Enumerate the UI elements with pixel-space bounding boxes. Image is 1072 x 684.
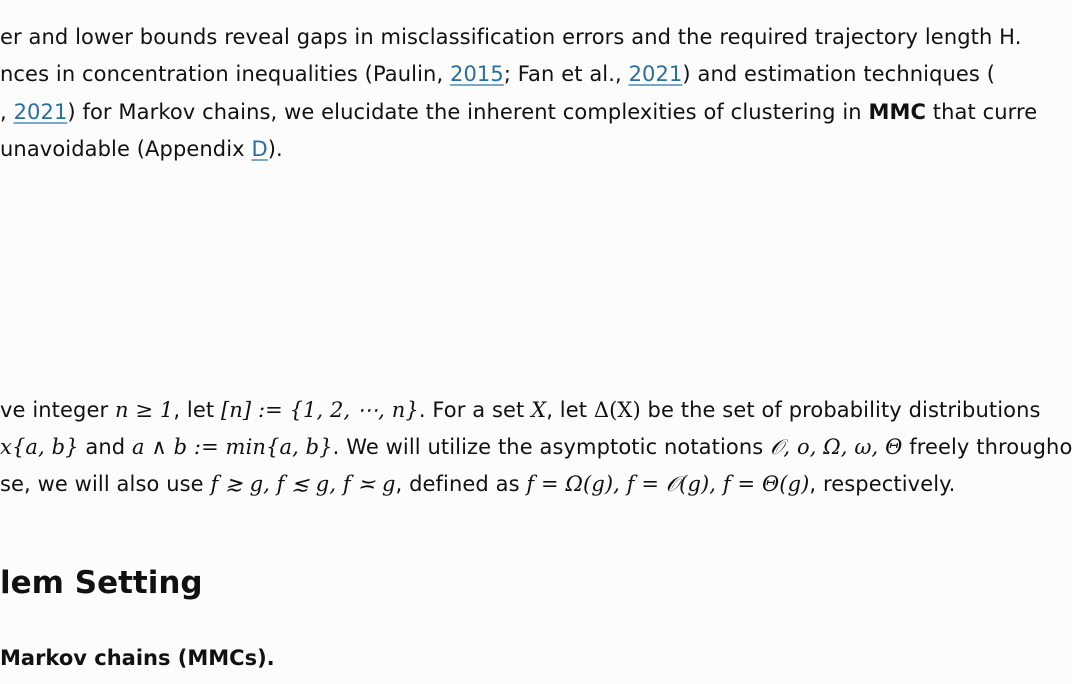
section-heading: lem Setting — [0, 565, 203, 601]
math-set-n: [n] := {1, 2, ⋯, n} — [220, 398, 419, 422]
paragraph2-line1 — [0, 397, 1041, 423]
paragraph2-line1-text-c: . For a set — [418, 398, 532, 422]
math-min-ab: a ∧ b := min{a, b} — [131, 435, 333, 459]
citation-paulin-2015[interactable]: 2015 — [450, 62, 504, 86]
paragraph1-line2-text-a: nces in concentration inequalities (Paulin, — [0, 62, 450, 86]
paragraph2-line1-text-a: ve integer — [0, 398, 115, 422]
paragraph2-line1-text-e: be the set of probability distributions — [640, 398, 1041, 422]
paragraph1-line3-text-c: that curre — [926, 100, 1038, 124]
paragraph1-line2-text-b: ; Fan et al., — [503, 62, 629, 86]
math-max-ab: x{a, b} — [0, 435, 79, 459]
citation-2021[interactable]: 2021 — [13, 100, 68, 124]
paragraph1-line4-text-a: unavoidable (Appendix — [0, 137, 252, 161]
math-asymptotic-notations: 𝒪, o, Ω, ω, Θ — [770, 435, 903, 459]
math-n-geq-1: n ≥ 1 — [114, 398, 174, 422]
paragraph1-line1 — [0, 24, 1021, 50]
subsection-heading: Markov chains (MMCs). — [0, 646, 275, 670]
paragraph1-line2 — [0, 61, 995, 87]
math-relations: f ≳ g, f ≲ g, f ≍ g — [210, 472, 396, 496]
appendix-d-link[interactable]: D — [251, 137, 268, 161]
citation-fan-2021[interactable]: 2021 — [628, 62, 683, 86]
math-delta-x: Δ(X) — [593, 398, 641, 422]
paragraph1-line1-text: er and lower bounds reveal gaps in misclassification errors and the required trajectory length H. — [0, 25, 1022, 49]
paragraph2-line1-text-d: , let — [546, 398, 594, 422]
paragraph2-line3-text-b: , defined as — [395, 472, 527, 496]
paragraph1-line3-text-b: ) for Markov chains, we elucidate the inherent complexities of clustering in — [67, 100, 869, 124]
paragraph2-line2 — [0, 434, 1072, 460]
paragraph2-line2-text-b: . We will utilize the asymptotic notations — [332, 435, 771, 459]
paragraph2-line2-text-a: and — [78, 435, 132, 459]
paragraph1-line2-text-c: ) and estimation techniques ( — [682, 62, 996, 86]
math-definitions: f = Ω(g), f = 𝒪(g), f = Θ(g) — [526, 472, 810, 496]
paragraph1-line4 — [0, 136, 283, 162]
paragraph1-line3-text-a: , — [0, 100, 14, 124]
paragraph1-line3 — [0, 99, 1037, 125]
paragraph2-line3-text-c: , respectively. — [809, 472, 956, 496]
paragraph2-line3 — [0, 471, 955, 497]
paragraph2-line3-text-a: se, we will also use — [0, 472, 211, 496]
paragraph2-line2-text-c: freely througho — [902, 435, 1072, 459]
math-x: X — [531, 398, 547, 422]
paragraph2-line1-text-b: , let — [173, 398, 221, 422]
mmc-acronym: MMC — [868, 100, 926, 124]
paragraph1-line4-text-b: ). — [267, 137, 283, 161]
